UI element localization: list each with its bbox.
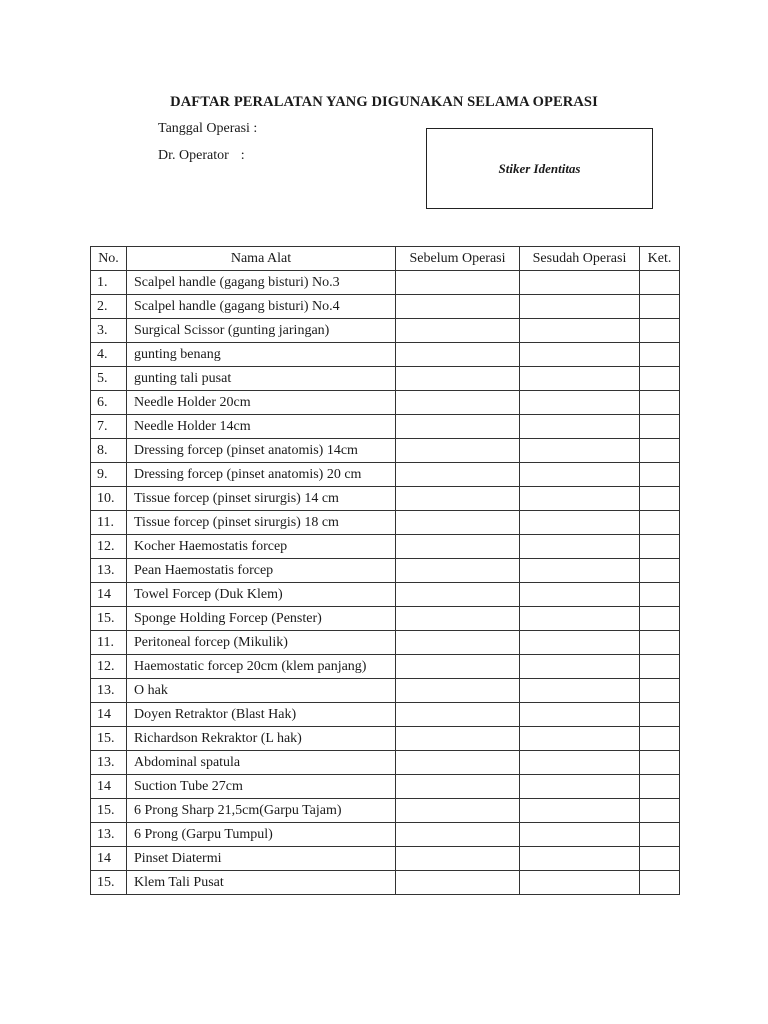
before-operation-cell[interactable] [396, 775, 520, 799]
tool-name: Dressing forcep (pinset anatomis) 14cm [127, 439, 396, 463]
row-number: 12. [91, 655, 127, 679]
note-cell[interactable] [640, 727, 680, 751]
before-operation-cell[interactable] [396, 871, 520, 895]
before-operation-cell[interactable] [396, 679, 520, 703]
tool-name: 6 Prong (Garpu Tumpul) [127, 823, 396, 847]
row-number: 2. [91, 295, 127, 319]
tool-name: gunting tali pusat [127, 367, 396, 391]
note-cell[interactable] [640, 271, 680, 295]
note-cell[interactable] [640, 463, 680, 487]
table-row [91, 535, 680, 559]
table-row [91, 775, 680, 799]
table-row [91, 727, 680, 751]
row-number: 13. [91, 559, 127, 583]
tool-name: O hak [127, 679, 396, 703]
note-cell[interactable] [640, 823, 680, 847]
note-cell[interactable] [640, 799, 680, 823]
note-cell[interactable] [640, 775, 680, 799]
note-cell[interactable] [640, 295, 680, 319]
before-operation-cell[interactable] [396, 319, 520, 343]
after-operation-cell[interactable] [520, 655, 640, 679]
header-note: Ket. [640, 247, 680, 271]
after-operation-cell[interactable] [520, 607, 640, 631]
table-row [91, 511, 680, 535]
row-number: 12. [91, 535, 127, 559]
after-operation-cell[interactable] [520, 871, 640, 895]
after-operation-cell[interactable] [520, 463, 640, 487]
note-cell[interactable] [640, 679, 680, 703]
row-number: 1. [91, 271, 127, 295]
table-row [91, 415, 680, 439]
note-cell[interactable] [640, 847, 680, 871]
before-operation-cell[interactable] [396, 823, 520, 847]
before-operation-cell[interactable] [396, 343, 520, 367]
row-number: 11. [91, 631, 127, 655]
row-number: 14 [91, 703, 127, 727]
table-row [91, 799, 680, 823]
after-operation-cell[interactable] [520, 319, 640, 343]
table-row [91, 367, 680, 391]
after-operation-cell[interactable] [520, 559, 640, 583]
table-row [91, 751, 680, 775]
note-cell[interactable] [640, 535, 680, 559]
note-cell[interactable] [640, 871, 680, 895]
table-row [91, 823, 680, 847]
after-operation-cell[interactable] [520, 727, 640, 751]
after-operation-cell[interactable] [520, 295, 640, 319]
note-cell[interactable] [640, 631, 680, 655]
after-operation-cell[interactable] [520, 271, 640, 295]
table-row [91, 703, 680, 727]
tool-name: Abdominal spatula [127, 751, 396, 775]
row-number: 9. [91, 463, 127, 487]
table-row [91, 391, 680, 415]
tool-name: Dressing forcep (pinset anatomis) 20 cm [127, 463, 396, 487]
identity-sticker-box [426, 128, 653, 209]
after-operation-cell[interactable] [520, 679, 640, 703]
before-operation-cell[interactable] [396, 799, 520, 823]
operator-line [158, 148, 245, 164]
note-cell[interactable] [640, 367, 680, 391]
document-title: DAFTAR PERALATAN YANG DIGUNAKAN SELAMA OPERASI [170, 94, 598, 110]
row-number: 15. [91, 871, 127, 895]
header-no: No. [91, 247, 127, 271]
before-operation-cell[interactable] [396, 295, 520, 319]
before-operation-cell[interactable] [396, 463, 520, 487]
table-row [91, 295, 680, 319]
table-row [91, 487, 680, 511]
after-operation-cell[interactable] [520, 535, 640, 559]
header-name: Nama Alat [127, 247, 396, 271]
tool-name: gunting benang [127, 343, 396, 367]
after-operation-cell[interactable] [520, 703, 640, 727]
table-row [91, 631, 680, 655]
operation-date-label: Tanggal Operasi : [158, 121, 258, 136]
after-operation-cell[interactable] [520, 391, 640, 415]
note-cell[interactable] [640, 655, 680, 679]
before-operation-cell[interactable] [396, 367, 520, 391]
table-row [91, 871, 680, 895]
before-operation-cell[interactable] [396, 607, 520, 631]
tool-name: Sponge Holding Forcep (Penster) [127, 607, 396, 631]
row-number: 6. [91, 391, 127, 415]
after-operation-cell[interactable] [520, 775, 640, 799]
after-operation-cell[interactable] [520, 367, 640, 391]
before-operation-cell[interactable] [396, 391, 520, 415]
before-operation-cell[interactable] [396, 655, 520, 679]
before-operation-cell[interactable] [396, 439, 520, 463]
after-operation-cell[interactable] [520, 799, 640, 823]
table-row [91, 319, 680, 343]
tool-name: Needle Holder 14cm [127, 415, 396, 439]
note-cell[interactable] [640, 343, 680, 367]
equipment-table [90, 246, 680, 895]
before-operation-cell[interactable] [396, 271, 520, 295]
tool-name: 6 Prong Sharp 21,5cm(Garpu Tajam) [127, 799, 396, 823]
tool-name: Needle Holder 20cm [127, 391, 396, 415]
table-row [91, 607, 680, 631]
table-row [91, 343, 680, 367]
tool-name: Doyen Retraktor (Blast Hak) [127, 703, 396, 727]
after-operation-cell[interactable] [520, 847, 640, 871]
row-number: 15. [91, 607, 127, 631]
row-number: 10. [91, 487, 127, 511]
row-number: 11. [91, 511, 127, 535]
after-operation-cell[interactable] [520, 751, 640, 775]
tool-name: Towel Forcep (Duk Klem) [127, 583, 396, 607]
note-cell[interactable] [640, 415, 680, 439]
row-number: 14 [91, 583, 127, 607]
after-operation-cell[interactable] [520, 511, 640, 535]
note-cell[interactable] [640, 583, 680, 607]
note-cell[interactable] [640, 511, 680, 535]
row-number: 15. [91, 727, 127, 751]
before-operation-cell[interactable] [396, 583, 520, 607]
row-number: 8. [91, 439, 127, 463]
tool-name: Kocher Haemostatis forcep [127, 535, 396, 559]
note-cell[interactable] [640, 607, 680, 631]
row-number: 13. [91, 751, 127, 775]
table-row [91, 559, 680, 583]
row-number: 13. [91, 823, 127, 847]
row-number: 5. [91, 367, 127, 391]
row-number: 14 [91, 775, 127, 799]
before-operation-cell[interactable] [396, 487, 520, 511]
tool-name: Peritoneal forcep (Mikulik) [127, 631, 396, 655]
after-operation-cell[interactable] [520, 487, 640, 511]
before-operation-cell[interactable] [396, 415, 520, 439]
row-number: 14 [91, 847, 127, 871]
tool-name: Suction Tube 27cm [127, 775, 396, 799]
tool-name: Pinset Diatermi [127, 847, 396, 871]
note-cell[interactable] [640, 319, 680, 343]
header-before: Sebelum Operasi [396, 247, 520, 271]
before-operation-cell[interactable] [396, 727, 520, 751]
tool-name: Haemostatic forcep 20cm (klem panjang) [127, 655, 396, 679]
tool-name: Scalpel handle (gagang bisturi) No.3 [127, 271, 396, 295]
before-operation-cell[interactable] [396, 703, 520, 727]
table-row [91, 655, 680, 679]
operator-label: Dr. Operator [158, 148, 229, 163]
row-number: 15. [91, 799, 127, 823]
after-operation-cell[interactable] [520, 343, 640, 367]
before-operation-cell[interactable] [396, 847, 520, 871]
after-operation-cell[interactable] [520, 415, 640, 439]
before-operation-cell[interactable] [396, 751, 520, 775]
table-body [91, 271, 680, 895]
table-row [91, 463, 680, 487]
tool-name: Tissue forcep (pinset sirurgis) 14 cm [127, 487, 396, 511]
table-header-row [91, 247, 680, 271]
row-number: 3. [91, 319, 127, 343]
table-row [91, 847, 680, 871]
tool-name: Richardson Rekraktor (L hak) [127, 727, 396, 751]
tool-name: Scalpel handle (gagang bisturi) No.4 [127, 295, 396, 319]
after-operation-cell[interactable] [520, 439, 640, 463]
row-number: 7. [91, 415, 127, 439]
operator-colon: : [240, 148, 245, 163]
row-number: 13. [91, 679, 127, 703]
table-row [91, 679, 680, 703]
table-row [91, 583, 680, 607]
note-cell[interactable] [640, 703, 680, 727]
note-cell[interactable] [640, 487, 680, 511]
table-row [91, 439, 680, 463]
after-operation-cell[interactable] [520, 823, 640, 847]
tool-name: Pean Haemostatis forcep [127, 559, 396, 583]
tool-name: Tissue forcep (pinset sirurgis) 18 cm [127, 511, 396, 535]
before-operation-cell[interactable] [396, 631, 520, 655]
note-cell[interactable] [640, 439, 680, 463]
tool-name: Surgical Scissor (gunting jaringan) [127, 319, 396, 343]
note-cell[interactable] [640, 559, 680, 583]
before-operation-cell[interactable] [396, 559, 520, 583]
row-number: 4. [91, 343, 127, 367]
header-after: Sesudah Operasi [520, 247, 640, 271]
after-operation-cell[interactable] [520, 631, 640, 655]
note-cell[interactable] [640, 751, 680, 775]
before-operation-cell[interactable] [396, 535, 520, 559]
identity-sticker-label: Stiker Identitas [498, 160, 581, 176]
tool-name: Klem Tali Pusat [127, 871, 396, 895]
after-operation-cell[interactable] [520, 583, 640, 607]
table-row [91, 271, 680, 295]
note-cell[interactable] [640, 391, 680, 415]
before-operation-cell[interactable] [396, 511, 520, 535]
